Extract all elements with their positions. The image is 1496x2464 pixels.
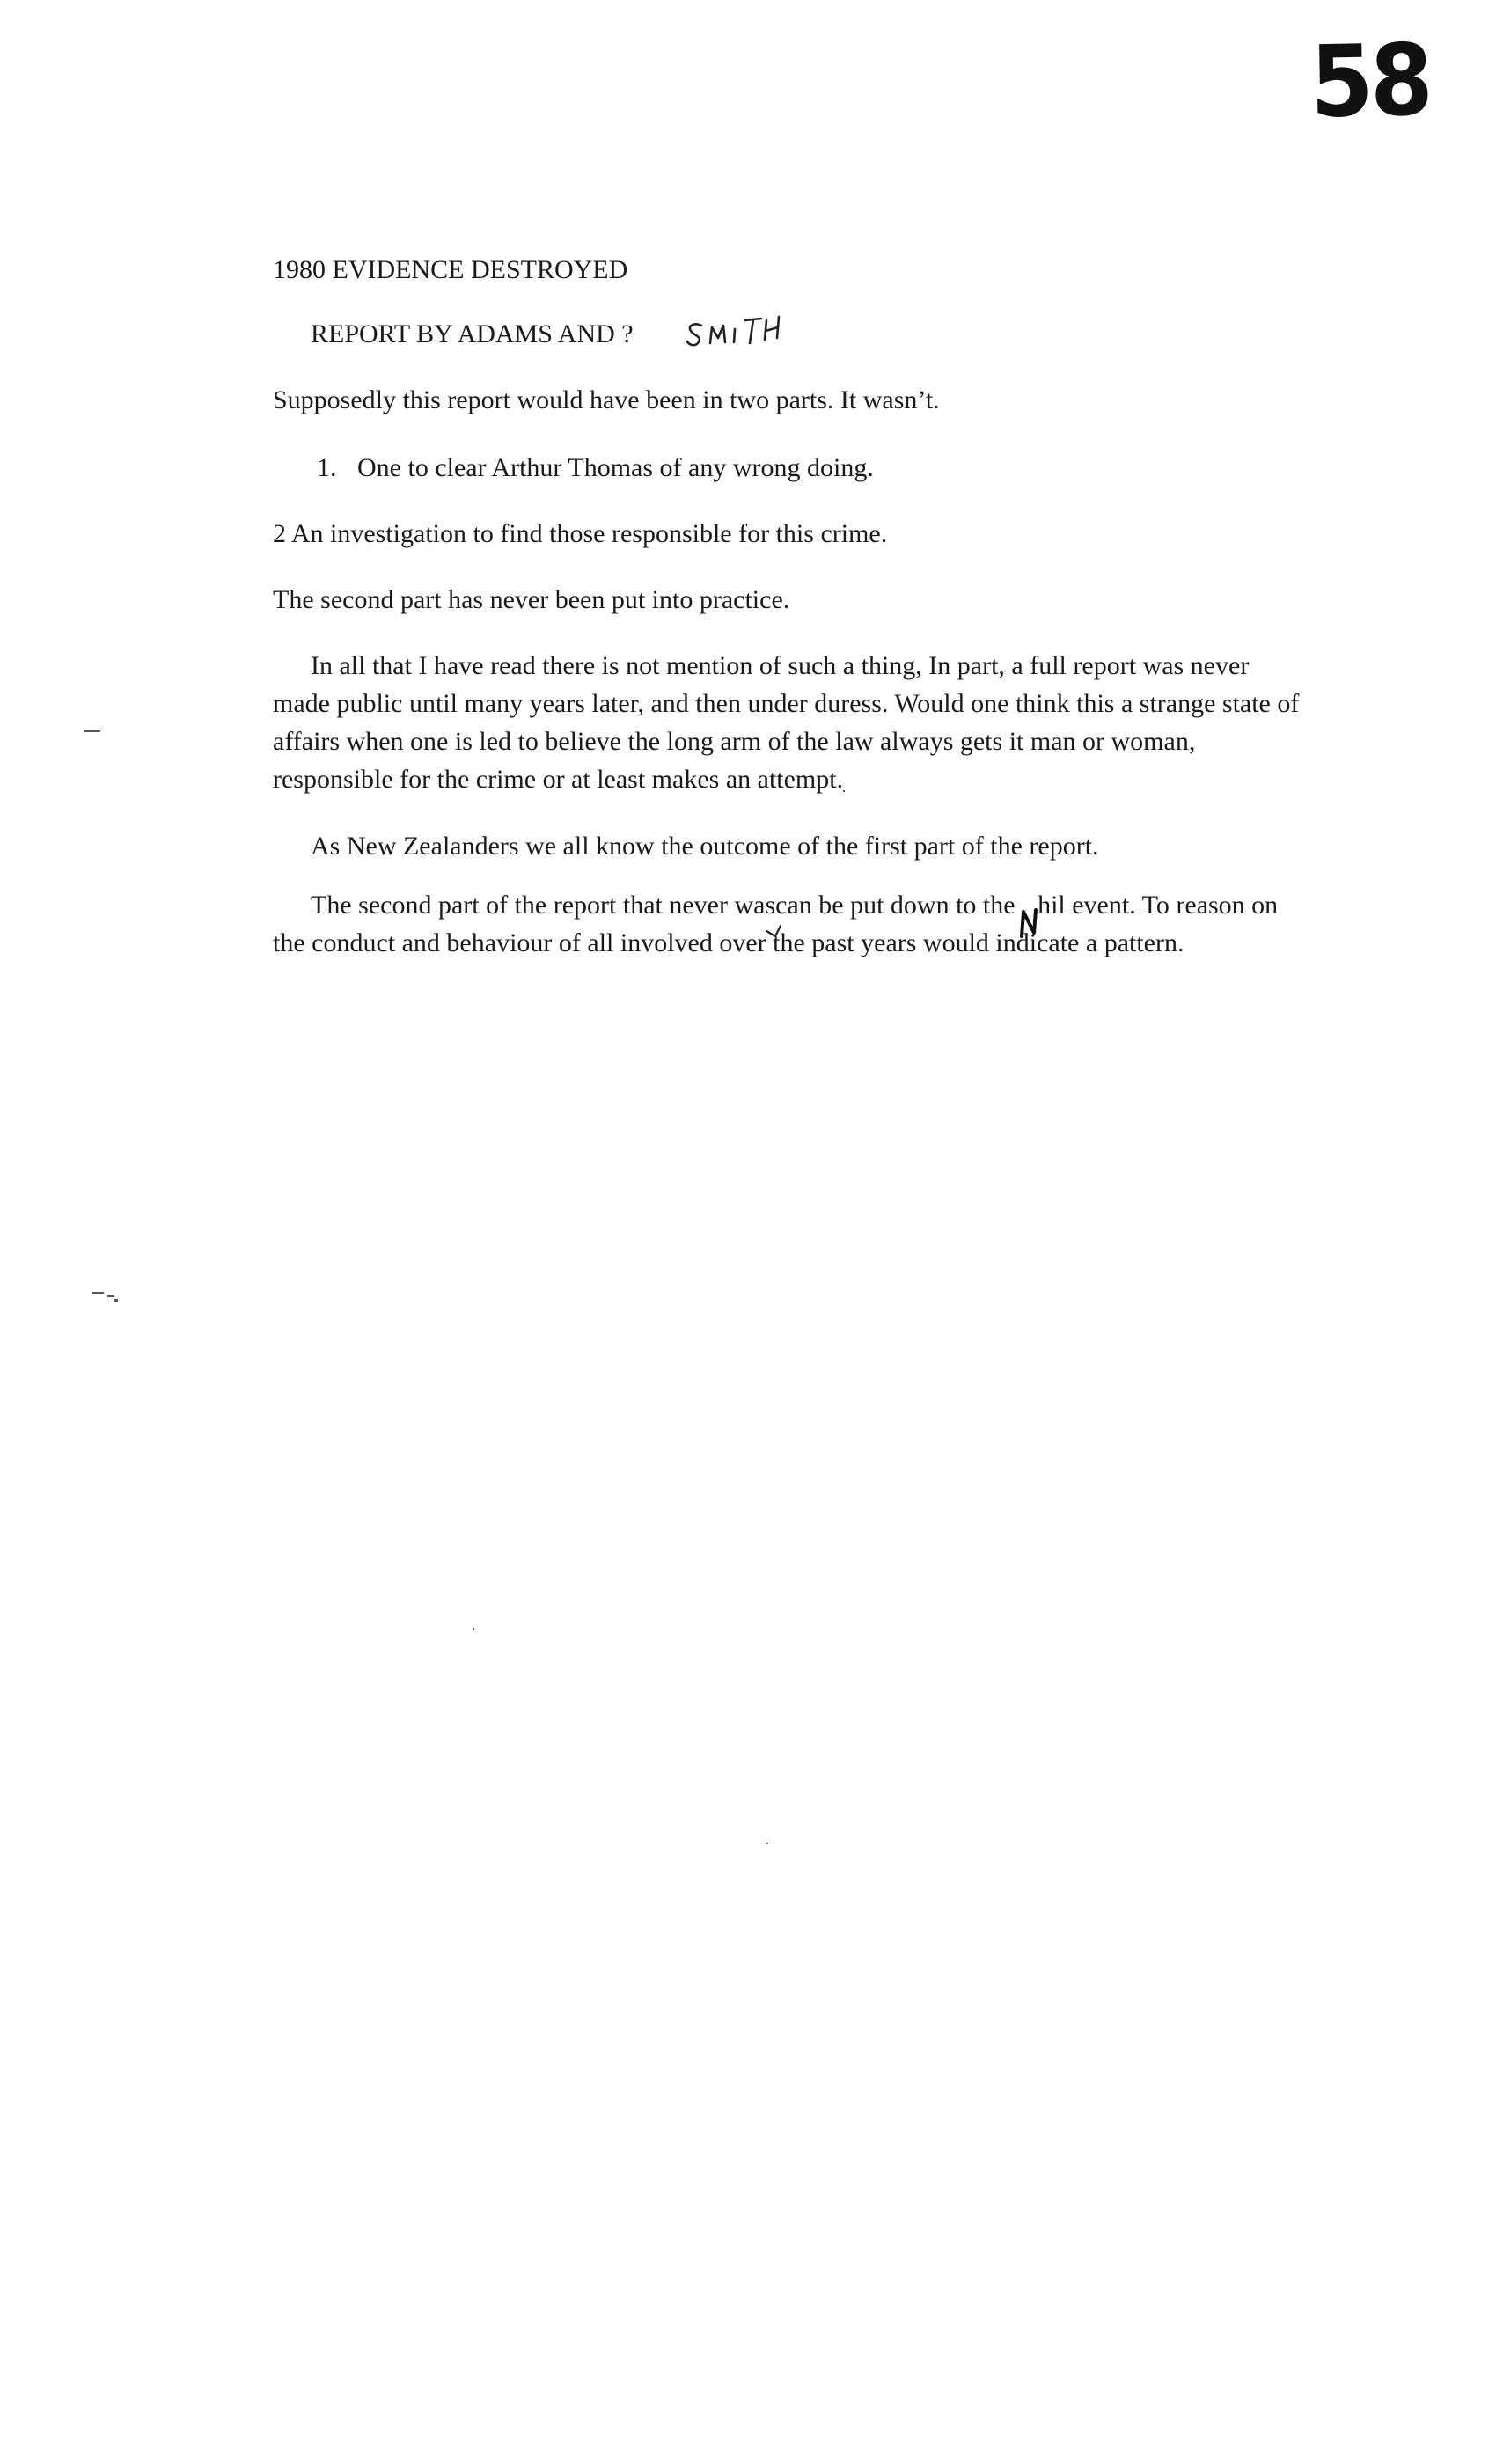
final-text-b: can be put down to the xyxy=(775,891,1023,920)
handwritten-smith-annotation xyxy=(682,310,814,352)
final-text-a: The second part of the report that never was xyxy=(311,891,776,920)
subheading-text: REPORT BY ADAMS AND ? xyxy=(311,319,634,348)
paragraph-reading: In all that I have read there is not mention of such a thing, In part, a full report was never made public until many years later, and then under duress. Would one think this a strange state of affairs when one is led to believe the long arm of the law always gets it man or woman, responsible for the crime or at least makes an attempt. xyxy=(273,651,1300,794)
list-item-1 xyxy=(317,449,1355,487)
paragraph-outcome: As New Zealanders we all know the outcome of the first part of the report. xyxy=(311,832,1099,861)
document-heading: 1980 EVIDENCE DESTROYED xyxy=(273,255,628,284)
page-number: 58 xyxy=(1309,23,1431,140)
scan-mark xyxy=(843,790,845,792)
scan-mark xyxy=(84,730,100,732)
paragraph-final xyxy=(273,886,1311,962)
scan-mark xyxy=(92,1292,104,1294)
scan-mark xyxy=(107,1295,114,1297)
paragraph-second-part: The second part has never been put into practice. xyxy=(273,585,790,614)
paragraph-intro: Supposedly this report would have been in two parts. It wasn’t. xyxy=(273,385,940,414)
document-subheading xyxy=(311,315,1349,353)
list-item-text: One to clear Arthur Thomas of any wrong doing. xyxy=(357,453,874,482)
final-text-c: hil event. To reason on the conduct and behaviour of all involved over the past years would indicate a pattern. xyxy=(273,891,1279,957)
list-item-2: 2 An investigation to find those responsible for this crime. xyxy=(273,519,888,548)
scan-mark xyxy=(766,1843,768,1844)
scan-mark xyxy=(473,1628,474,1630)
scan-mark xyxy=(114,1299,118,1302)
list-item-number: 1. xyxy=(317,453,337,482)
